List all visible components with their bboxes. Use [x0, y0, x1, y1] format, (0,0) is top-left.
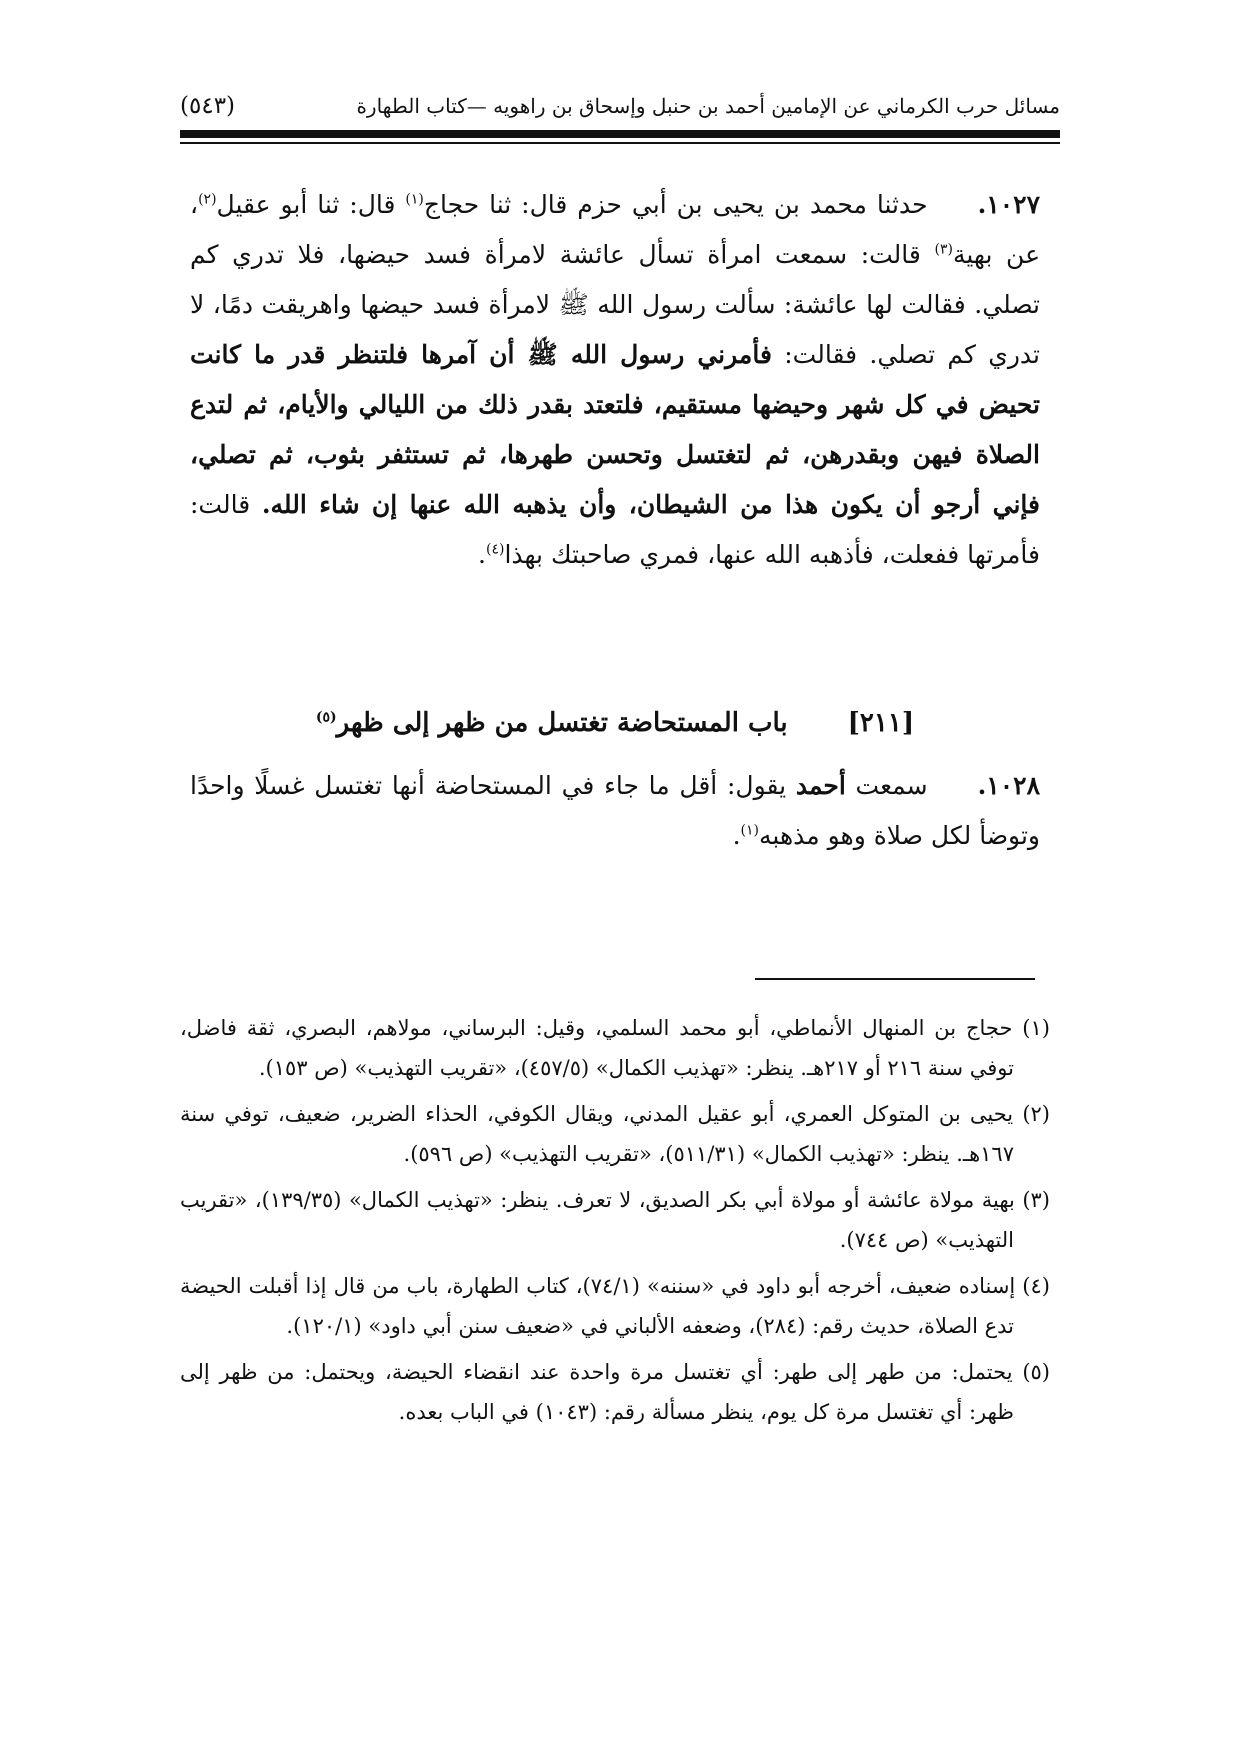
footnote: (١) حجاج بن المنهال الأنماطي، أبو محمد السلمي، وقيل: البرساني، مولاهم، البصري، ثقة فاضل، توفي سنة ٢١٦ أو ٢١٧هـ. ينظر: «تهذيب الكمال» (٤٥٧/٥)، «تقريب التهذيب» (ص ١٥٣).	[180, 1016, 1050, 1080]
entry-text: يقول: أقل ما جاء في المستحاضة أنها تغتسل غسلًا واحدًا وتوضأ لكل صلاة وهو مذهبه	[190, 771, 1040, 850]
header-title: مسائل حرب الكرماني عن الإمامين أحمد بن حنبل وإسحاق بن راهويه —كتاب الطهارة	[356, 94, 1060, 118]
entry-text: قالت: فأمرتها ففعلت، فأذهبه الله عنها، فمري صاحبتك بهذا	[190, 490, 1040, 569]
footnote-ref: (٤)	[485, 541, 505, 558]
footnote: (٣) بهية مولاة عائشة أو مولاة أبي بكر الصديق، لا تعرف. ينظر: «تهذيب الكمال» (١٣٩/٣٥)، «تقريب التهذيب» (ص ٧٤٤).	[180, 1188, 1050, 1252]
running-header	[180, 86, 1060, 126]
header-rule-thin	[180, 142, 1060, 144]
entry-text: .	[732, 821, 741, 850]
entry-text: سمعت	[845, 771, 928, 800]
footnote-ref: (٣)	[934, 241, 953, 258]
page-number: (٥٤٣)	[180, 93, 236, 119]
entry-text: قالت: سمعت امرأة تسأل عائشة لامرأة فسد حيضها، فلا تدري كم تصلي. فقالت لها عائشة: سألت رسول الله ﷺ لامرأة فسد حيضها واهريقت دمًا، لا تدري كم تصلي. فقالت:	[190, 240, 1040, 369]
footnote: (٤) إسناده ضعيف، أخرجه أبو داود في «سننه» (٧٤/١)، كتاب الطهارة، باب من قال إذا أقبلت الحيضة تدع الصلاة، حديث رقم: (٢٨٤)، وضعفه الألباني في «ضعيف سنن أبي داود» (١٢٠/١).	[180, 1274, 1050, 1338]
entry-text: .	[478, 540, 486, 569]
header-rule-thick	[180, 130, 1060, 138]
footnotes	[180, 1008, 1050, 1438]
chapter-heading	[190, 708, 1040, 738]
footnote: (٢) يحيى بن المتوكل العمري، أبو عقيل المدني، ويقال الكوفي، الحذاء الضرير، ضعيف، توفي سنة ١٦٧هـ. ينظر: «تهذيب الكمال» (٥١١/٣١)، «تقريب التهذيب» (ص ٥٩٦).	[180, 1102, 1050, 1166]
entry-text: حدثنا محمد بن يحيى بن أبي حزم قال: ثنا حجاج	[423, 190, 928, 219]
footnote-ref: (٥)	[315, 709, 337, 726]
name-bold: أحمد	[795, 771, 846, 800]
entry-1027	[190, 180, 1040, 580]
footnote-ref: (١)	[405, 191, 424, 208]
footnote-ref: (١)	[740, 822, 759, 839]
footnote-separator	[755, 978, 1035, 980]
chapter-number: [٢١١]	[847, 708, 915, 738]
entry-text: ، عن بهية	[190, 190, 1041, 269]
footnote: (٥) يحتمل: من طهر إلى طهر: أي تغتسل مرة واحدة عند انقضاء الحيضة، ويحتمل: من ظهر إلى ظهر: أي تغتسل مرة كل يوم، ينظر مسألة رقم: (١٠٤٣) في الباب بعده.	[180, 1360, 1050, 1424]
entry-text: قال: ثنا أبو عقيل	[216, 190, 406, 219]
hadith-text-bold: فأمرني رسول الله ﷺ أن آمرها فلتنظر قدر ما كانت تحيض في كل شهر وحيضها مستقيم، فلتعتد بقدر ذلك من الليالي والأيام، ثم لتدع الصلاة فيهن وبقدرهن، ثم لتغتسل وتحسن طهرها، ثم تستثفر بثوب، ثم تصلي، فإني أرجو أن يكون هذا من الشيطان، وأن يذهبه الله عنها إن شاء الله.	[190, 340, 1040, 519]
chapter-title: باب المستحاضة تغتسل من ظهر إلى ظهر	[336, 708, 788, 738]
entry-1028	[190, 761, 1040, 861]
entry-number: ١٠٢٨.	[977, 771, 1040, 800]
footnote-ref: (٢)	[198, 191, 217, 208]
entry-number: ١٠٢٧.	[977, 190, 1040, 219]
